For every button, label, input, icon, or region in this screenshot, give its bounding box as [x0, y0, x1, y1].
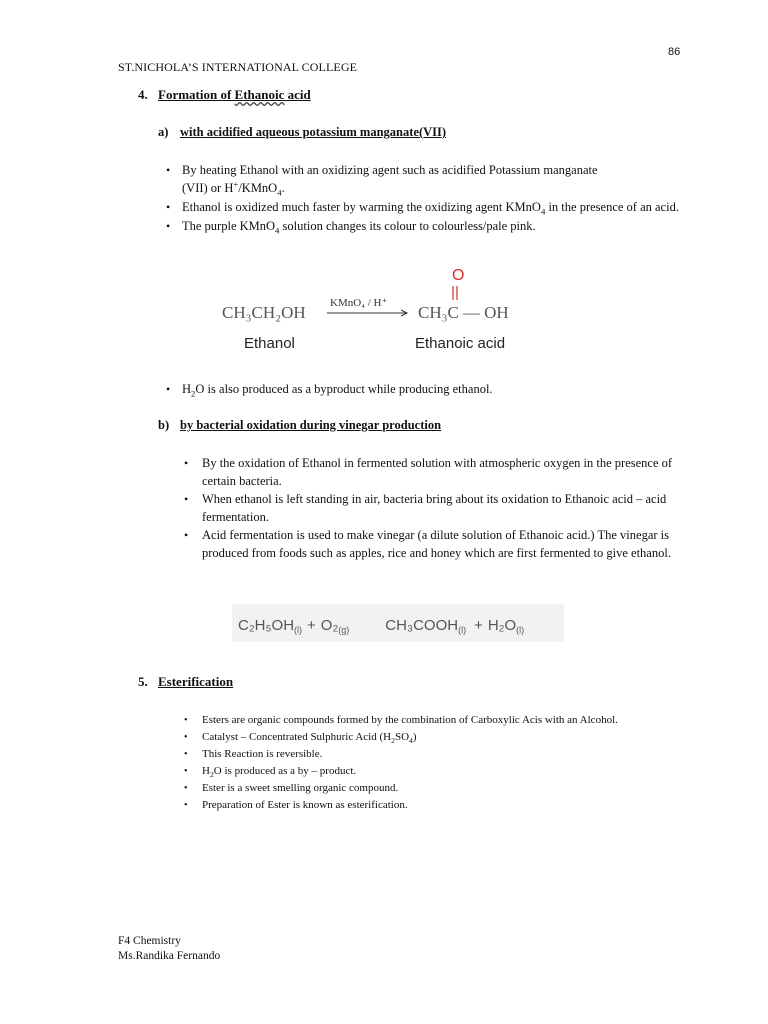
list-item: • When ethanol is left standing in air, bacteria bring about its oxidation to Ethanoic acid – acid fermentation.	[184, 490, 684, 526]
footer-teacher: Ms.Randika Fernando	[118, 950, 221, 962]
oxidation-bullet-list	[166, 161, 686, 236]
list-item: • This Reaction is reversible.	[184, 746, 664, 763]
byproduct-bullet-list	[166, 380, 686, 398]
section-number: 4.	[138, 87, 148, 102]
list-item: • Ethanol is oxidized much faster by warming the oxidizing agent KMnO$_4$ in the presence of an acid.	[166, 198, 686, 216]
list-item: • $H_2O$ is also produced as a byproduct while producing ethanol.	[166, 380, 686, 398]
section-title: Formation of Ethanoic acid	[158, 87, 311, 102]
reactant-oxygen: O₂	[320, 617, 339, 634]
list-item: • By the oxidation of Ethanol in fermented solution with atmospheric oxygen in the presence of certain bacteria.	[184, 454, 684, 490]
subsection-b-heading	[158, 418, 441, 433]
svg-text:C₂H₅OH(l)+O₂(g)CH₃COOH(l)+H₂O(: $C_2H_5OH_{(l)} + O_2_{(g)}$ $CH_3COOH_{(l)} + H_2O_{(l)}$	[238, 617, 525, 635]
list-item: • By heating Ethanol with an oxidizing agent such as acidified Potassium manganate (VII) or H+/KMnO$_4$.	[166, 161, 686, 197]
section-number: 5.	[138, 674, 148, 689]
product-water: H₂O	[487, 617, 517, 634]
carbonyl-oxygen: O	[452, 267, 465, 284]
list-item: • Preparation of Ester is known as esterification.	[184, 797, 664, 814]
vinegar-bullet-list	[184, 454, 684, 562]
ethanol-oxidation-equation	[214, 256, 544, 356]
subsection-letter: a)	[158, 125, 169, 139]
product-name: Ethanoic acid	[415, 335, 506, 352]
list-item: • The purple KMnO$_4$ solution changes its colour to colourless/pale pink.	[166, 217, 686, 235]
page-number: 86	[668, 46, 681, 58]
subsection-a-heading	[158, 125, 446, 140]
product-formula: CH₃C — OH	[418, 303, 509, 322]
footer-course: F4 Chemistry	[118, 935, 181, 947]
subsection-letter: b)	[158, 418, 170, 432]
page-header: ST.NICHOLA’S INTERNATIONAL COLLEGE	[118, 60, 358, 74]
list-item: • Esters are organic compounds formed by the combination of Carboxylic Acis with an Alcohol.	[184, 712, 664, 729]
list-item: • Ester is a sweet smelling organic compound.	[184, 780, 664, 797]
reactant-name: Ethanol	[244, 335, 295, 352]
esterification-bullet-list	[184, 712, 664, 814]
product-ethanoic-acid: CH₃COOH	[385, 617, 459, 634]
subsection-title: with acidified aqueous potassium manganate(VII)	[180, 125, 447, 139]
list-item: • Acid fermentation is used to make vinegar (a dilute solution of Ethanoic acid.) The vinegar is produced from foods such as apples, rice and honey which are first fermented to give ethanol.	[184, 526, 684, 562]
list-item: • $H_2O$ is produced as a by – product.	[184, 763, 664, 780]
reactant-ethanol: C₂H₅OH	[238, 617, 295, 634]
section-4-heading	[138, 87, 311, 103]
list-item: • Catalyst – Concentrated Sulphuric Acid $(H_2SO_4)$	[184, 729, 664, 746]
page-footer	[118, 934, 220, 964]
subsection-title: by bacterial oxidation during vinegar production	[180, 418, 442, 432]
section-5-heading	[138, 674, 233, 690]
fermentation-equation	[232, 604, 564, 642]
reagent-label: KMnO₄ / H⁺	[330, 297, 388, 309]
section-title: Esterification	[158, 674, 234, 689]
reactant-formula: CH₃CH₂OH	[222, 303, 306, 322]
